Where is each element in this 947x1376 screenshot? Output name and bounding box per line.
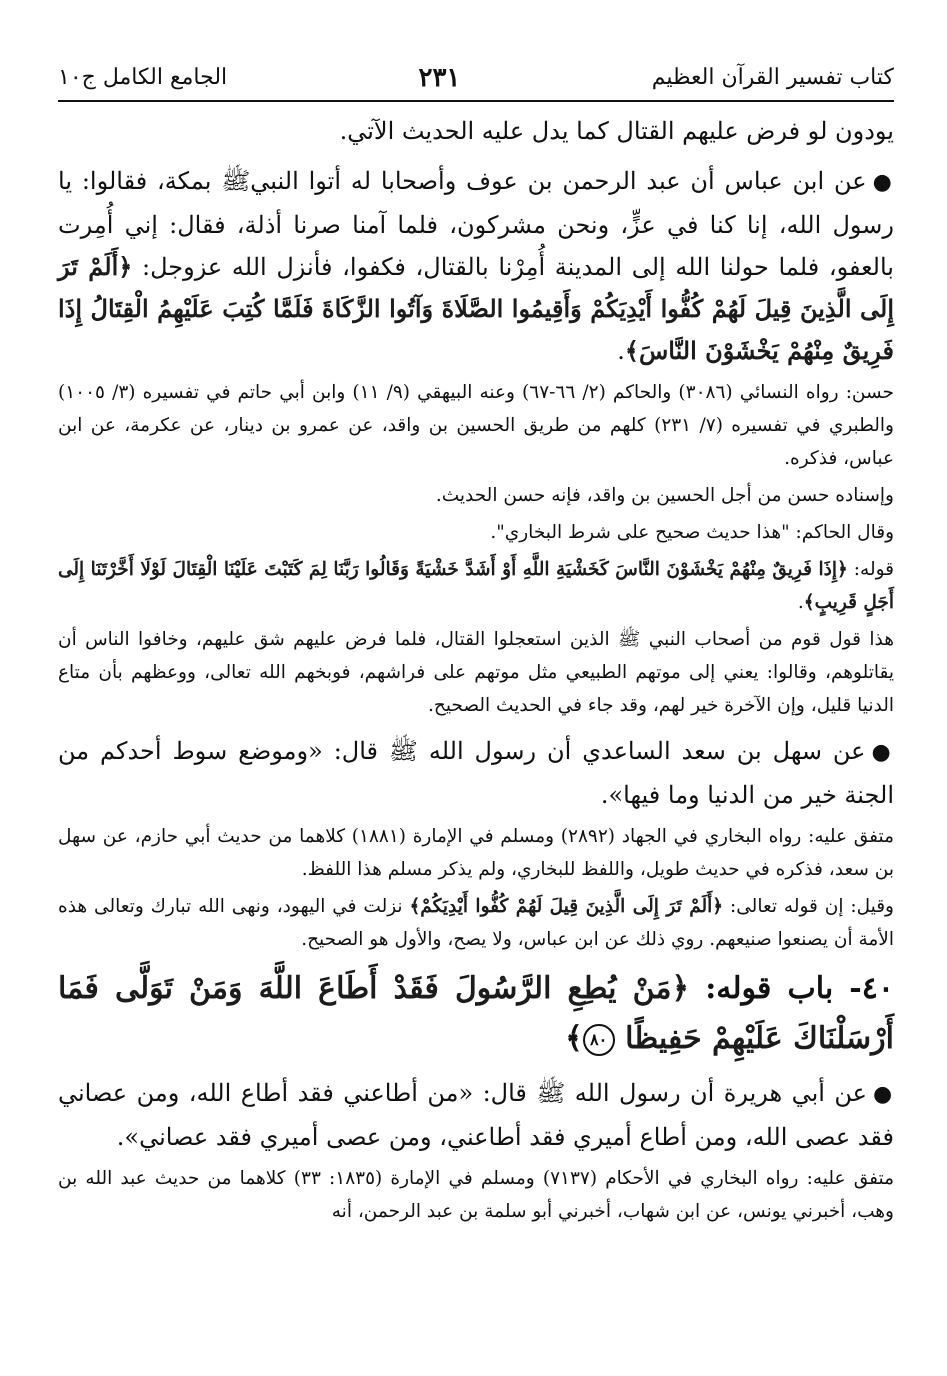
paragraph-text: عن سهل بن سعد الساعدي أن رسول الله ﷺ قال: «وموضع سوط أحدكم من الجنة خير من الدنيا وما فيها». <box>58 737 894 809</box>
quran-verse: ﴿أَلَمْ تَرَ إِلَى الَّذِينَ قِيلَ لَهُمْ كُفُّوا أَيْدِيَكُمْ﴾ <box>409 896 724 917</box>
bullet-icon: ● <box>872 1082 894 1107</box>
chapter-quran: ﴿مَنْ يُطِعِ الرَّسُولَ فَقَدْ أَطَاعَ اللَّهَ وَمَنْ تَوَلَّى فَمَا أَرْسَلْنَاكَ عَلَيْهِمْ حَفِيظًا <box>58 971 894 1056</box>
paragraph-text: وقال الحاكم: "هذا حديث صحيح على شرط البخاري". <box>490 522 894 543</box>
quran-verse: ﴿إِذَا فَرِيقٌ مِنْهُمْ يَخْشَوْنَ النَّاسَ كَخَشْيَةِ اللَّهِ أَوْ أَشَدَّ خَشْيَةً وَقَالُوا رَبَّنَا لِمَ كَتَبْتَ عَلَيْنَا الْقِتَالَ لَوْلَا أَخَّرْتَنَا إِلَى أَجَلٍ قَرِيبٍ﴾ <box>58 559 894 613</box>
text-body-part-2 <box>58 1072 894 1228</box>
paragraph-tail: . <box>617 337 625 365</box>
paragraph-text: حسن: رواه النسائي (٣٠٨٦) والحاكم (٢/ ٦٦-٦٧) وعنه البيهقي (٩/ ١١) وابن أبي حاتم في تفسيره (٣/ ١٠٠٥) والطبري في تفسيره (٧/ ٢٣١) كلهم من طريق الحسين بن واقد، عن عمرو بن دينار، عن عكرمة، عن ابن عباس، فذكره. <box>58 382 894 469</box>
paragraph-text: وقيل: إن قوله تعالى: <box>730 896 894 917</box>
commentary-paragraph <box>58 553 894 619</box>
text-body-part-1 <box>58 110 894 956</box>
commentary-paragraph <box>58 110 894 152</box>
paragraph-text: متفق عليه: رواه البخاري في الجهاد (٢٨٩٢) ومسلم في الإمارة (١٨٨١) كلاهما من حديث أبي حازم، عن سهل بن سعد، فذكره في حديث طويل، واللفظ للبخاري، ولم يذكر مسلم هذا اللفظ. <box>58 826 894 880</box>
paragraph-text: هذا قول قوم من أصحاب النبي ﷺ الذين استعجلوا القتال، فلما فرض عليهم شق عليهم، وخافوا الناس أن يقاتلوهم، وقالوا: يعني إلى موتهم الطبيعي مثل موتهم على فراشهم، فوبخهم الله تعالى، ووعظهم بأن متاع الدنيا قليل، وإن الآخرة خير لهم، وقد جاء في الحديث الصحيح. <box>58 629 894 716</box>
hadith-paragraph <box>58 160 894 372</box>
paragraph-text: عن ابن عباس أن عبد الرحمن بن عوف وأصحابا له أتوا النبيﷺ بمكة، فقالوا: يا رسول الله، إنا كنا في عزٍّ، ونحن مشركون، فلما آمنا صرنا أذلة، فقال: إني أُمِرت بالعفو، فلما حولنا الله إلى المدينة أُمِرْنا بالقتال، فكفوا، فأنزل الله عزوجل: <box>58 167 894 281</box>
bullet-icon: ● <box>871 740 894 765</box>
running-header <box>58 52 894 96</box>
quran-verse: ﴿أَلَمْ تَرَ إِلَى الَّذِينَ قِيلَ لَهُمْ كُفُّوا أَيْدِيَكُمْ وَأَقِيمُوا الصَّلَاةَ وَآتُوا الزَّكَاةَ فَلَمَّا كُتِبَ عَلَيْهِمُ الْقِتَالُ إِذَا فَرِيقٌ مِنْهُمْ يَخْشَوْنَ النَّاسَ﴾ <box>58 252 894 365</box>
paragraph-text: قوله: <box>853 559 894 580</box>
chapter-close: ﴾ <box>565 1021 583 1056</box>
header-rule <box>58 100 894 102</box>
commentary-paragraph <box>58 516 894 549</box>
paragraph-text: عن أبي هريرة أن رسول الله ﷺ قال: «من أطاعني فقد أطاع الله، ومن عصاني فقد عصى الله، ومن أطاع أميري فقد أطاعني، ومن عصى أميري فقد عصاني». <box>58 1079 894 1151</box>
hadith-paragraph <box>58 730 894 816</box>
paragraph-text: وإسناده حسن من أجل الحسين بن واقد، فإنه حسن الحديث. <box>435 485 894 506</box>
paragraph-tail: . <box>797 592 804 613</box>
ayah-number: ٨٠ <box>583 1024 615 1056</box>
commentary-paragraph <box>58 890 894 956</box>
series-title: الجامع الكامل ج١٠ <box>58 65 228 90</box>
commentary-paragraph <box>58 820 894 886</box>
commentary-paragraph <box>58 479 894 512</box>
page <box>58 52 894 1228</box>
commentary-paragraph <box>58 376 894 475</box>
page-number: ٢٣١ <box>418 63 461 93</box>
paragraph-text: متفق عليه: رواه البخاري في الأحكام (٧١٣٧) ومسلم في الإمارة (١٨٣٥: ٣٣) كلاهما من حديث عبد الله بن وهب، أخبرني يونس، عن ابن شهاب، أخبرني أبو سلمة بن عبد الرحمن، أنه <box>58 1168 894 1222</box>
chapter-prefix: ٤٠- باب قوله: <box>705 971 894 1006</box>
paragraph-tail: نزلت في اليهود، ونهى الله تبارك وتعالى هذه الأمة أن يصنعوا صنيعهم. روي ذلك عن ابن عباس، ولا يصح، والأول هو الصحيح. <box>58 896 894 950</box>
book-title: كتاب تفسير القرآن العظيم <box>651 65 894 90</box>
bullet-icon: ● <box>872 170 894 195</box>
paragraph-text: يودون لو فرض عليهم القتال كما يدل عليه الحديث الآتي. <box>339 117 894 145</box>
commentary-paragraph <box>58 1162 894 1228</box>
chapter-heading <box>58 964 894 1064</box>
hadith-paragraph <box>58 1072 894 1158</box>
commentary-paragraph <box>58 623 894 722</box>
